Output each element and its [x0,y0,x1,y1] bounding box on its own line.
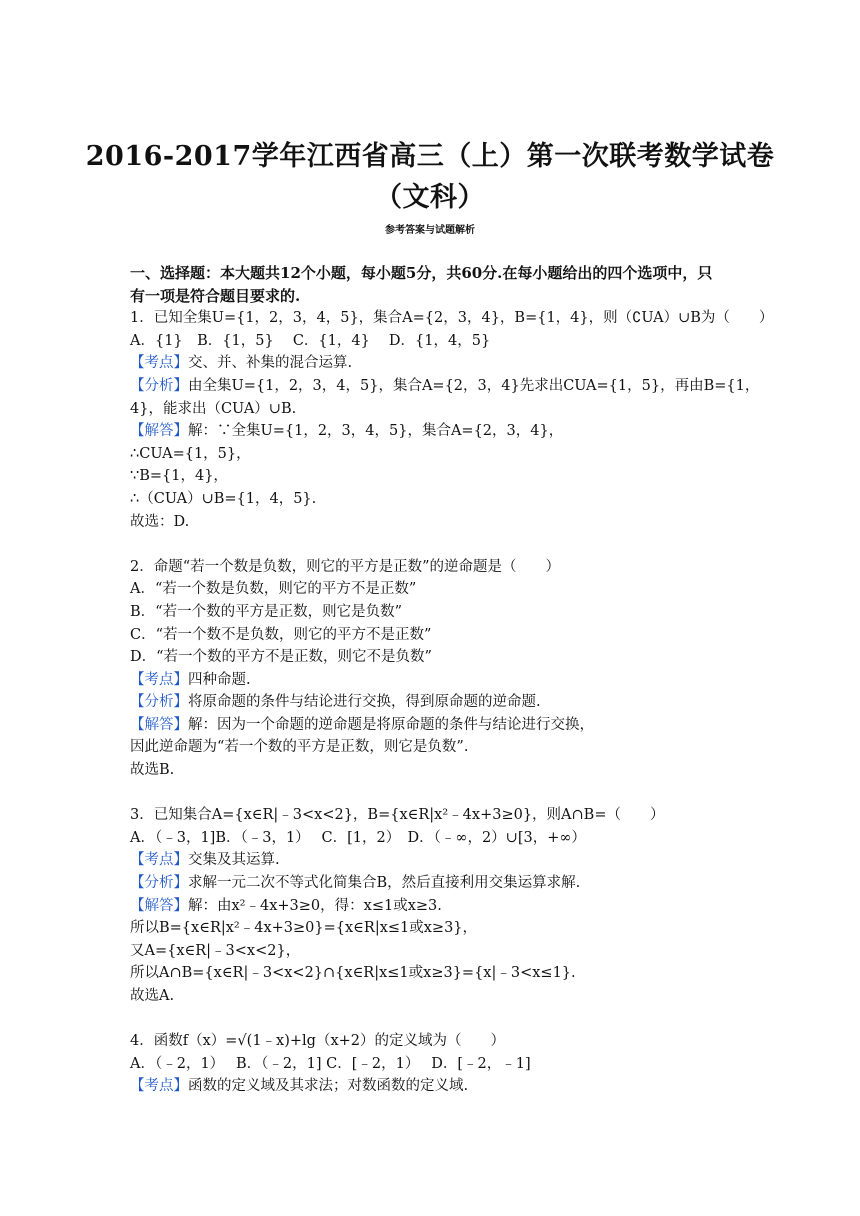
kaodian-tag: 【考点】 [130,671,188,688]
jieda-tag: 【解答】 [130,423,188,440]
document-title: 2016-2017学年江西省高三（上）第一次联考数学试卷 [85,141,775,172]
q3-fenxi [130,872,742,895]
q3-stem: 3．已知集合A={x∈R|﹣3<x<2}，B={x∈R|x²﹣4x+3≥0}，则A∩B=（ ） [130,807,665,824]
document-subtitle: 参考答案与试题解析 [385,225,475,236]
q3-jieda-text: 解：由x²﹣4x+3≥0，得：x≤1或x≥3. [188,897,442,914]
q1-kaodian [130,352,742,375]
document-body [130,262,774,1098]
q2-jieda-2: 因此逆命题为“若一个数的平方是正数，则它是负数”. [130,739,469,756]
kaodian-tag: 【考点】 [130,852,188,869]
q3-jieda-3: 又A={x∈R|﹣3<x<2}， [130,942,301,959]
q2-option-c: C．“若一个数不是负数，则它的平方不是正数” [130,626,432,643]
q1-jieda-2: ∴CUA={1，5}， [130,445,251,462]
kaodian-tag: 【考点】 [130,355,188,372]
q3-jieda [130,895,742,918]
q3-options: A．（﹣3，1]B．（﹣3，1） C．[1，2） D．（﹣∞，2）∪[3，+∞） [130,829,586,846]
jieda-tag: 【解答】 [130,897,188,914]
q3-kaodian-text: 交集及其运算. [188,852,280,869]
q1-jieda-text: 解：∵全集U={1，2，3，4，5}，集合A={2，3，4}， [188,423,564,440]
q1-answer: 故选：D. [130,513,190,530]
q3-kaodian [130,849,742,872]
q2-kaodian [130,669,742,692]
q4-stem: 4．函数f（x）=√(1﹣x)+lg（x+2）的定义域为（ ） [130,1033,505,1050]
q1-jieda [130,420,742,443]
q1-jieda-4: ∴（CUA）∪B={1，4，5}. [130,490,317,507]
q2-jieda [130,714,742,737]
q1-jieda-3: ∵B={1，4}， [130,468,228,485]
q2-jieda-text: 解：因为一个命题的逆命题是将原命题的条件与结论进行交换， [188,716,594,733]
q2-fenxi-text: 将原命题的条件与结论进行交换，得到原命题的逆命题. [188,694,541,711]
fenxi-tag: 【分析】 [130,694,188,711]
jieda-tag: 【解答】 [130,716,188,733]
q1-kaodian-text: 交、并、补集的混合运算. [188,355,353,372]
q4-options: A．（﹣2，1） B．（﹣2，1] C．[﹣2，1） D．[﹣2，﹣1] [130,1055,531,1072]
q1-options: A．{1} B．{1，5} C．{1，4} D．{1，4，5} [130,332,491,349]
fenxi-tag: 【分析】 [130,875,188,892]
spacer [130,1008,742,1031]
fenxi-tag: 【分析】 [130,377,188,394]
document-title-subject: （文科） [375,182,485,213]
q3-fenxi-text: 求解一元二次不等式化简集合B，然后直接利用交集运算求解. [188,875,581,892]
section-heading-cont: 有一项是符合题目要求的. [130,286,301,305]
q3-answer: 故选A. [130,988,175,1004]
q2-option-a: A．“若一个数是负数，则它的平方不是正数” [130,581,417,598]
q3-jieda-4: 所以A∩B={x∈R|﹣3<x<2}∩{x∈R|x≤1或x≥3}={x|﹣3<x≤1}. [130,965,576,982]
q1-fenxi-text: 由全集U={1，2，3，4，5}，集合A={2，3，4}先求出CUA={1，5}，再由B={1， [188,377,760,394]
q2-option-b: B．“若一个数的平方是正数，则它是负数” [130,603,402,620]
q4-kaodian [130,1075,742,1098]
q1-fenxi-cont: 4}，能求出（CUA）∪B. [130,400,297,417]
q2-answer: 故选B. [130,762,175,779]
q1-stem: 1．已知全集U={1，2，3，4，5}，集合A={2，3，4}，B={1，4}，则（∁UA）∪B为（ ） [130,310,774,327]
q2-fenxi [130,691,742,714]
kaodian-tag: 【考点】 [130,1078,188,1095]
spacer [130,782,742,805]
q2-kaodian-text: 四种命题. [188,671,251,688]
q4-kaodian-text: 函数的定义域及其求法；对数函数的定义域. [188,1078,469,1095]
q3-jieda-2: 所以B={x∈R|x²﹣4x+3≥0}={x∈R|x≤1或x≥3}， [130,920,478,937]
spacer [130,533,742,556]
q1-fenxi [130,375,760,398]
q2-option-d: D．“若一个数的平方不是正数，则它不是负数” [130,649,432,666]
section-heading: 一、选择题：本大题共12个小题，每小题5分，共60分.在每小题给出的四个选项中，只 [130,264,713,282]
q2-stem: 2．命题“若一个数是负数，则它的平方是正数”的逆命题是（ ） [130,558,561,575]
